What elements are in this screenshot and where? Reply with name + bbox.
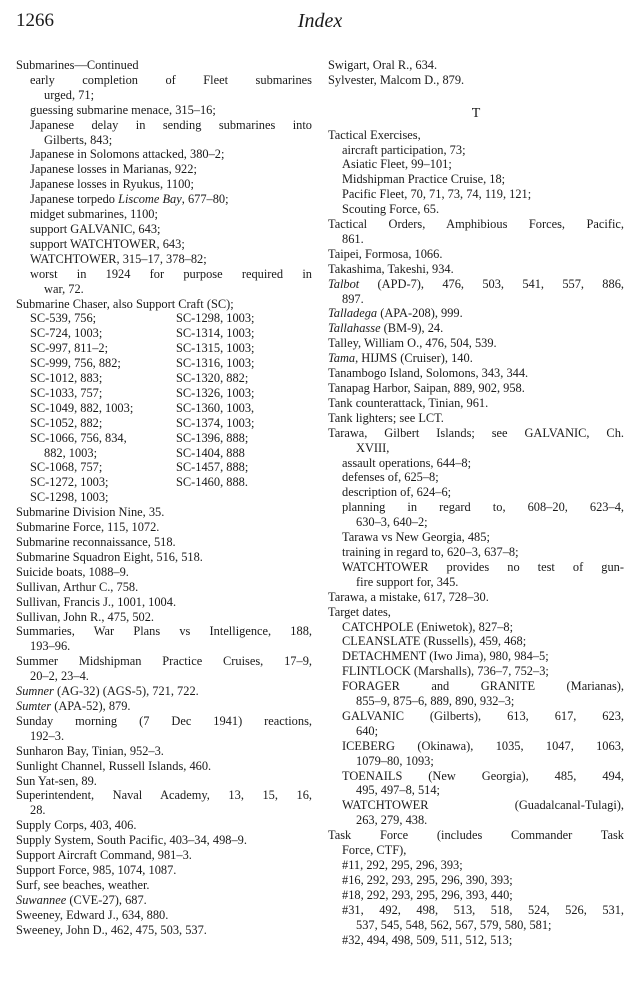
- index-entry: 640;: [356, 723, 379, 738]
- index-entry: Suwannee (CVE-27), 687.: [16, 892, 147, 907]
- index-entry: Taipei, Formosa, 1066.: [328, 246, 443, 261]
- index-entry: 263, 279, 438.: [356, 813, 428, 828]
- sc-row: [16, 416, 312, 431]
- index-entry: Talbot (APD-7), 476, 503, 541, 557, 886,: [328, 276, 624, 291]
- sc-cell: SC-1298, 1003;: [30, 490, 109, 505]
- page-number: 1266: [16, 10, 54, 31]
- index-entry: Pacific Fleet, 70, 71, 73, 74, 119, 121;: [342, 187, 532, 202]
- index-entry: aircraft participation, 73;: [342, 142, 466, 157]
- sc-cell: SC-1315, 1003;: [176, 341, 255, 356]
- sc-cell: SC-1320, 882;: [176, 371, 249, 386]
- index-entry: GALVANIC (Gilberts), 613, 617, 623,: [342, 708, 624, 723]
- index-entry: Tank counterattack, Tinian, 961.: [328, 395, 489, 410]
- index-entry: 630–3, 640–2;: [356, 515, 428, 530]
- index-entry: WATCHTOWER provides no test of gun-: [342, 559, 624, 574]
- index-entry: midget submarines, 1100;: [30, 207, 158, 222]
- index-entry: assault operations, 644–8;: [342, 455, 472, 470]
- sc-row: [16, 386, 312, 401]
- index-entry: 193–96.: [30, 639, 71, 654]
- index-entry: description of, 624–6;: [342, 485, 452, 500]
- index-entry: Task Force (includes Commander Task: [328, 828, 624, 843]
- index-entry: training in regard to, 620–3, 637–8;: [342, 544, 519, 559]
- index-entry: defenses of, 625–8;: [342, 470, 439, 485]
- index-entry: #16, 292, 293, 295, 296, 390, 393;: [342, 872, 513, 887]
- sc-cell: SC-1298, 1003;: [176, 311, 255, 326]
- index-entry: Tarawa vs New Georgia, 485;: [342, 530, 490, 545]
- index-entry: war, 72.: [44, 281, 84, 296]
- sc-cell: SC-1360, 1003,: [176, 400, 255, 415]
- sc-row: [16, 371, 312, 386]
- index-entry: Scouting Force, 65.: [342, 202, 440, 217]
- index-entry: Tanapag Harbor, Saipan, 889, 902, 958.: [328, 381, 525, 396]
- index-entry: Sullivan, John R., 475, 502.: [16, 609, 155, 624]
- submarine-chaser-table: [16, 311, 312, 505]
- sc-cell: SC-1457, 888;: [176, 460, 249, 475]
- index-entry: Surf, see beaches, weather.: [16, 877, 150, 892]
- index-entry: Supply System, South Pacific, 403–34, 498–9.: [16, 833, 247, 848]
- index-entry: Submarine Squadron Eight, 516, 518.: [16, 549, 203, 564]
- sc-cell: SC-1052, 882;: [30, 415, 103, 430]
- sc-cell: SC-1326, 1003;: [176, 385, 255, 400]
- index-entry: FORAGER and GRANITE (Marianas),: [342, 679, 624, 694]
- index-entry: Tarawa, a mistake, 617, 728–30.: [328, 589, 489, 604]
- index-entry: Tarawa, Gilbert Islands; see GALVANIC, Ch.: [328, 425, 624, 440]
- sc-row: [16, 460, 312, 475]
- sc-cell: SC-1066, 756, 834,: [30, 430, 127, 445]
- index-entry: Submarine Chaser, also Support Craft (SC);: [16, 296, 234, 311]
- index-entry: WATCHTOWER (Guadalcanal-Tulagi),: [342, 798, 624, 813]
- index-entry: Midshipman Practice Cruise, 18;: [342, 172, 506, 187]
- index-entry: Japanese in Solomons attacked, 380–2;: [30, 147, 225, 162]
- sc-row: [16, 475, 312, 490]
- sc-cell: SC-1460, 888.: [176, 475, 248, 490]
- sc-cell: 882, 1003;: [44, 445, 98, 460]
- index-entry: CATCHPOLE (Eniwetok), 827–8;: [342, 619, 514, 634]
- index-entry: Gilberts, 843;: [44, 132, 113, 147]
- index-entry: Japanese torpedo Liscome Bay, 677–80;: [30, 192, 229, 207]
- index-entry: 897.: [342, 291, 364, 306]
- sc-row: [16, 446, 312, 461]
- index-entry: Target dates,: [328, 604, 391, 619]
- index-entry: Sunharon Bay, Tinian, 952–3.: [16, 743, 164, 758]
- sc-cell: SC-1012, 883;: [30, 371, 103, 386]
- index-entry: support GALVANIC, 643;: [30, 221, 161, 236]
- index-entry: Suicide boats, 1088–9.: [16, 564, 129, 579]
- index-entry: TOENAILS (New Georgia), 485, 494,: [342, 768, 624, 783]
- sc-cell: SC-997, 811–2;: [30, 341, 109, 356]
- sc-cell: SC-1404, 888: [176, 445, 245, 460]
- index-entry: Summaries, War Plans vs Intelligence, 188,: [16, 624, 312, 639]
- index-entry: Sullivan, Francis J., 1001, 1004.: [16, 594, 177, 609]
- index-entry: Sun Yat-sen, 89.: [16, 773, 97, 788]
- index-entry: Tactical Orders, Amphibious Forces, Pacific,: [328, 217, 624, 232]
- sc-row: [16, 490, 312, 505]
- sc-cell: SC-1316, 1003;: [176, 356, 255, 371]
- index-entry: 855–9, 875–6, 889, 890, 932–3;: [356, 694, 515, 709]
- index-entry: #32, 494, 498, 509, 511, 512, 513;: [342, 932, 513, 947]
- index-entry: 537, 545, 548, 562, 567, 579, 580, 581;: [356, 917, 552, 932]
- index-entry: Japanese delay in sending submarines into: [30, 117, 312, 132]
- index-entry: Supply Corps, 403, 406.: [16, 818, 137, 833]
- index-entry: Submarines—Continued: [16, 58, 139, 72]
- index-entry: Submarine Force, 115, 1072.: [16, 520, 160, 535]
- index-entry: Talley, William O., 476, 504, 539.: [328, 336, 497, 351]
- running-title: Index: [297, 10, 343, 32]
- index-entry: Sumner (AG-32) (AGS-5), 721, 722.: [16, 684, 199, 699]
- index-entry: #11, 292, 295, 296, 393;: [342, 858, 463, 873]
- index-entry: WATCHTOWER, 315–17, 378–82;: [30, 251, 207, 266]
- index-entry: Submarine reconnaissance, 518.: [16, 535, 176, 549]
- index-entry: Japanese losses in Ryukus, 1100;: [30, 177, 194, 192]
- index-entry: DETACHMENT (Iwo Jima), 980, 984–5;: [342, 649, 549, 664]
- sc-cell: SC-1272, 1003;: [30, 475, 109, 490]
- index-entry: Sullivan, Arthur C., 758.: [16, 579, 139, 594]
- index-entry: Support Aircraft Command, 981–3.: [16, 848, 192, 863]
- index-entry: Tallahasse (BM-9), 24.: [328, 321, 444, 336]
- index-entry: Tactical Exercises,: [328, 127, 421, 142]
- sc-row: [16, 311, 312, 326]
- index-entry: Summer Midshipman Practice Cruises, 17–9,: [16, 654, 312, 669]
- index-entry: 28.: [30, 803, 46, 818]
- index-entry: planning in regard to, 608–20, 623–4,: [342, 500, 624, 515]
- index-entry: Sylvester, Malcom D., 879.: [328, 72, 465, 87]
- index-entry: urged, 71;: [44, 87, 95, 102]
- index-entry: #18, 292, 293, 295, 296, 393, 440;: [342, 887, 513, 902]
- index-entry: ICEBERG (Okinawa), 1035, 1047, 1063,: [342, 738, 624, 753]
- index-entry: Tank lighters; see LCT.: [328, 410, 444, 425]
- index-entry: 861.: [342, 231, 364, 246]
- index-entry: support WATCHTOWER, 643;: [30, 236, 185, 251]
- index-entry: Takashima, Takeshi, 934.: [328, 261, 454, 276]
- index-entry: 1079–80, 1093;: [356, 753, 434, 768]
- index-entry: CLEANSLATE (Russells), 459, 468;: [342, 634, 527, 649]
- index-entry: Sweeney, John D., 462, 475, 503, 537.: [16, 922, 207, 937]
- right-column: [328, 58, 624, 947]
- index-entry: Sunday morning (7 Dec 1941) reactions,: [16, 713, 312, 728]
- index-entry: XVIII,: [356, 440, 390, 455]
- index-entry: fire support for, 345.: [356, 574, 459, 589]
- sc-cell: SC-1314, 1003;: [176, 326, 255, 341]
- sc-cell: SC-999, 756, 882;: [30, 356, 121, 371]
- section-letter: T: [471, 105, 481, 121]
- sc-cell: SC-1374, 1003;: [176, 415, 255, 430]
- index-entry: Swigart, Oral R., 634.: [328, 58, 438, 72]
- index-entry: Asiatic Fleet, 99–101;: [342, 157, 452, 172]
- index-entry: Submarine Division Nine, 35.: [16, 505, 165, 520]
- index-entry: worst in 1924 for purpose required in: [30, 266, 312, 281]
- index-entry: early completion of Fleet submarines: [30, 72, 312, 87]
- sc-cell: SC-1068, 757;: [30, 460, 103, 475]
- sc-cell: SC-724, 1003;: [30, 326, 103, 341]
- sc-cell: [176, 490, 312, 505]
- index-entry: Support Force, 985, 1074, 1087.: [16, 862, 177, 877]
- sc-cell: SC-1049, 882, 1003;: [30, 400, 134, 415]
- index-entry: Japanese losses in Marianas, 922;: [30, 162, 197, 177]
- index-entry: Sumter (APA-52), 879.: [16, 698, 131, 713]
- sc-cell: SC-1396, 888;: [176, 430, 249, 445]
- sc-cell: SC-539, 756;: [30, 311, 97, 326]
- index-entry: 495, 497–8, 514;: [356, 783, 440, 798]
- page-header: [16, 10, 624, 36]
- index-entry: Sweeney, Edward J., 634, 880.: [16, 907, 169, 922]
- index-entry: Tanambogo Island, Solomons, 343, 344.: [328, 366, 529, 381]
- index-entry: Sunlight Channel, Russell Islands, 460.: [16, 758, 212, 773]
- sc-row: [16, 401, 312, 416]
- sc-row: [16, 356, 312, 371]
- index-entry: FLINTLOCK (Marshalls), 736–7, 752–3;: [342, 664, 549, 679]
- index-entry: 192–3.: [30, 728, 65, 743]
- sc-row: [16, 431, 312, 446]
- index-entry: guessing submarine menace, 315–16;: [30, 102, 216, 117]
- sc-row: [16, 326, 312, 341]
- index-entry: Talladega (APA-208), 999.: [328, 306, 463, 321]
- sc-row: [16, 341, 312, 356]
- index-entry: #31, 492, 498, 513, 518, 524, 526, 531,: [342, 902, 624, 917]
- index-entry: Tama, HIJMS (Cruiser), 140.: [328, 351, 473, 366]
- sc-cell: SC-1033, 757;: [30, 385, 103, 400]
- index-entry: 20–2, 23–4.: [30, 669, 89, 684]
- index-entry: Superintendent, Naval Academy, 13, 15, 16,: [16, 788, 312, 803]
- index-entry: Force, CTF),: [342, 843, 407, 858]
- left-column: [16, 58, 312, 937]
